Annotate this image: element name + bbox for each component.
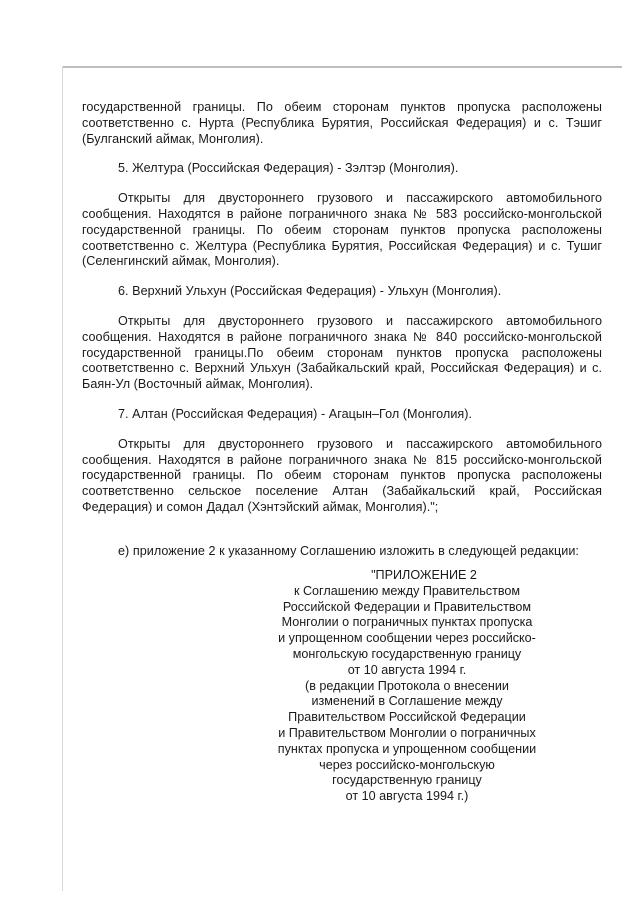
heading-crossing-7: 7. Алтан (Российская Федерация) - Агацын–Гол (Монголия).: [118, 406, 473, 421]
appendix-line: монгольскую государственную границу: [292, 646, 522, 661]
appendix-line: от 10 августа 1994 г.: [347, 662, 467, 677]
appendix-header-block: [262, 568, 552, 805]
appendix-line: (в редакции Протокола о внесении: [305, 678, 509, 693]
paragraph-crossing-7: Открыты для двустороннего грузового и пассажирского автомобильного сообщения. Находятся в районе пограничного знака № 815 российско-монгольской государственной границы. По обеим сторонам пунктов пропуска расположены соответственно сельское поселение Алтан (Забайкальский край, Российская Федерация) и сомон Дадал (Хэнтэйский аймак, Монголия).";: [82, 436, 602, 514]
appendix-line: Монголии о пограничных пунктах пропуска: [281, 615, 533, 630]
paragraph-border-continuation: государственной границы. По обеим сторонам пунктов пропуска расположены соответственно с. Нурта (Республика Бурятия, Российская Федерация) и с. Тэшиг (Булганский аймак, Монголия).: [82, 100, 602, 146]
appendix-line: и упрощенном сообщении через российско-: [278, 631, 536, 646]
scan-page-edge-left: [62, 66, 63, 891]
appendix-line: через российско-монгольскую: [319, 757, 495, 772]
appendix-line: пунктах пропуска и упрощенном сообщении: [277, 741, 537, 756]
appendix-line: изменений в Соглашение между: [311, 694, 503, 709]
scan-page-edge-top: [62, 66, 622, 68]
appendix-line: государственную границу: [332, 773, 482, 788]
paragraph-item-e: е) приложение 2 к указанному Соглашению изложить в следующей редакции:: [118, 543, 579, 558]
heading-crossing-6: 6. Верхний Ульхун (Российская Федерация) - Ульхун (Монголия).: [118, 284, 502, 299]
document-body: [82, 100, 602, 560]
paragraph-crossing-5: Открыты для двустороннего грузового и пассажирского автомобильного сообщения. Находятся в районе пограничного знака № 583 российско-монгольской государственной границы. По обеим сторонам пунктов пропуска расположены соответственно с. Желтура (Республика Бурятия, Российская Федерация) и с. Тушиг (Селенгинский аймак, Монголия).: [82, 191, 602, 269]
appendix-line: от 10 августа 1994 г.): [345, 789, 469, 804]
spacer: [82, 516, 602, 544]
heading-crossing-5: 5. Желтура (Российская Федерация) - Зэлтэр (Монголия).: [118, 161, 459, 176]
paragraph-crossing-6: Открыты для двустороннего грузового и пассажирского автомобильного сообщения. Находятся в районе пограничного знака № 840 российско-монгольской государственной границы.По обеим сторонам пунктов пропуска расположены соответственно с. Верхний Ульхун (Забайкальский край, Российская Федерация) и с. Баян-Ул (Восточный аймак, Монголия).: [82, 313, 602, 392]
appendix-line: Российской Федерации и Правительством: [282, 599, 532, 614]
appendix-line: "ПРИЛОЖЕНИЕ 2: [371, 568, 477, 582]
appendix-line: Правительством Российской Федерации: [288, 710, 526, 725]
appendix-line: к Соглашению между Правительством: [293, 583, 521, 598]
appendix-line: и Правительством Монголии о пограничных: [278, 725, 536, 740]
